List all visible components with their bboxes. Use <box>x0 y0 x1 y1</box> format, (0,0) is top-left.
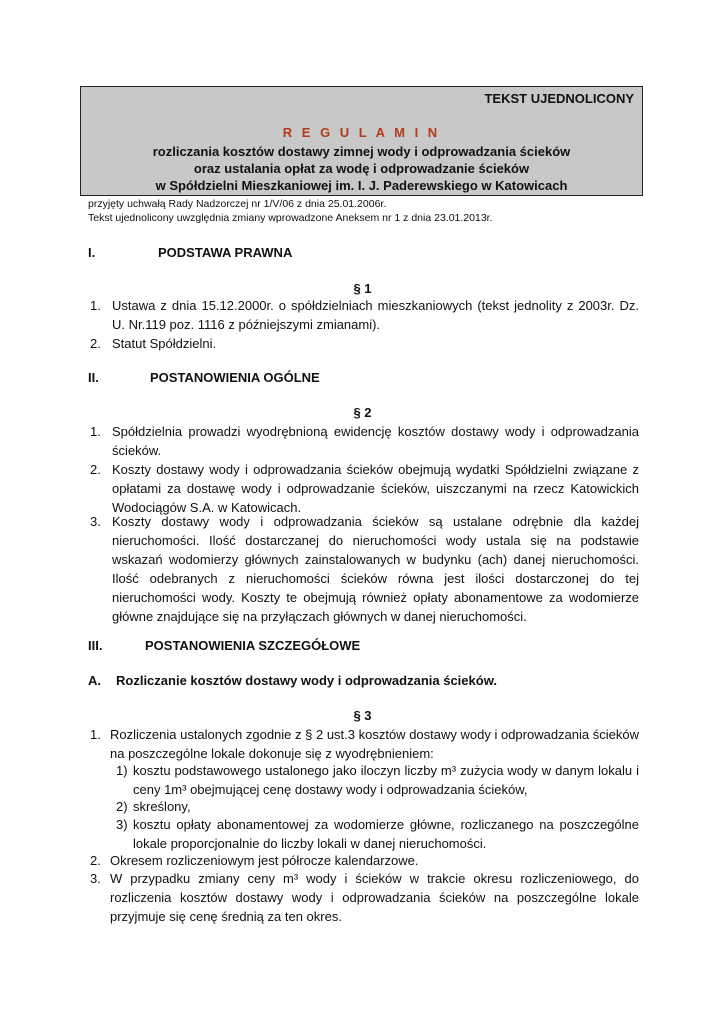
p2-item-1-text: Spółdzielnia prowadzi wyodrębnioną ewidencję kosztów dostawy wody i odprowadzania ścieków. <box>112 424 639 458</box>
p3-item-1-text: Rozliczenia ustalonych zgodnie z § 2 ust.3 kosztów dostawy wody i odprowadzania ścieków na poszczególne lokale dokonuje się z wyodrębnieniem: <box>110 727 639 761</box>
section-3-roman: III. <box>88 638 103 653</box>
consolidated-text-badge: TEKST UJEDNOLICONY <box>484 91 634 106</box>
p2-item-3-number: 3. <box>90 514 101 529</box>
p2-item-2-text: Koszty dostawy wody i odprowadzania ścieków obejmują wydatki Spółdzielni związane z opłatami za dostawę wody i odprowadzanie ścieków, uiszczanymi na rzecz Katowickich Wodociągów S.A. w Katowicach. <box>112 462 639 515</box>
paragraph-2-label: § 2 <box>353 405 372 420</box>
p3-subitem-2-number: 2) <box>116 799 128 814</box>
p3-item-3-number: 3. <box>90 871 101 886</box>
p2-item-3-text: Koszty dostawy wody i odprowadzania ścieków są ustalane odrębnie dla każdej nieruchomości. Ilość dostarczanej do nieruchomości wody ustala się na podstawie wskazań wodomierzy głównych zainstalowanych w budynku (ach) danej nieruchomości. Ilość odebranych z nieruchomości ścieków równa jest ilości dostarczonej do tej nieruchomości wody. Koszty te obejmują również opłaty abonamentowe za wodomierze główne znajdujące się na przyłączach głównych w danej nieruchomości. <box>112 514 639 624</box>
p1-item-2-number: 2. <box>90 336 101 351</box>
section-1-roman: I. <box>88 245 96 260</box>
p1-item-1-number: 1. <box>90 298 101 313</box>
header-box <box>80 86 643 196</box>
p3-item-3-text: W przypadku zmiany ceny m³ wody i ścieków w trakcie okresu rozliczeniowego, do rozliczenia kosztów dostawy wody i odprowadzania ścieków na poszczególne lokale przyjmuje się cenę średnią za ten okres. <box>110 871 639 924</box>
p3-subitem-1-number: 1) <box>116 763 128 778</box>
regulation-subtitle-line-3: w Spółdzielni Mieszkaniowej im. I. J. Paderewskiego w Katowicach <box>155 178 568 193</box>
p3-subitem-2-text: skreślony, <box>133 799 191 814</box>
adoption-note: przyjęty uchwałą Rady Nadzorczej nr 1/V/06 z dnia 25.01.2006r. <box>88 198 387 210</box>
section-2-title: POSTANOWIENIA OGÓLNE <box>150 370 320 385</box>
subsection-a-letter: A. <box>88 673 101 688</box>
p1-item-2-text: Statut Spółdzielni. <box>112 336 217 351</box>
section-2-roman: II. <box>88 370 99 385</box>
p3-item-2-number: 2. <box>90 853 101 868</box>
section-3-title: POSTANOWIENIA SZCZEGÓŁOWE <box>145 638 361 653</box>
p3-subitem-1-text: kosztu podstawowego ustalonego jako iloczyn liczby m³ zużycia wody w danym lokalu i ceny 1m³ obejmującej cenę dostawy wody i odprowadzania ścieków, <box>133 763 639 797</box>
p1-item-1-text: Ustawa z dnia 15.12.2000r. o spółdzielniach mieszkaniowych (tekst jednolity z 2003r. Dz. U. Nr.119 poz. 1116 z późniejszymi zmianami). <box>112 298 639 332</box>
p3-subitem-3-number: 3) <box>116 817 128 832</box>
subsection-a-title: Rozliczanie kosztów dostawy wody i odprowadzania ścieków. <box>116 673 497 688</box>
regulation-title: R E G U L A M I N <box>282 125 441 140</box>
section-1-title: PODSTAWA PRAWNA <box>158 245 293 260</box>
paragraph-3-label: § 3 <box>353 708 372 723</box>
p3-item-2-text: Okresem rozliczeniowym jest półrocze kalendarzowe. <box>110 853 419 868</box>
p3-item-1-number: 1. <box>90 727 101 742</box>
amendment-note: Tekst ujednolicony uwzględnia zmiany wprowadzone Aneksem nr 1 z dnia 23.01.2013r. <box>88 212 493 224</box>
p3-subitem-3-text: kosztu opłaty abonamentowej za wodomierze główne, rozliczanego na poszczególne lokale proporcjonalnie do liczby lokali w danej nieruchomości. <box>133 817 639 851</box>
paragraph-1-label: § 1 <box>353 281 372 296</box>
regulation-subtitle-line-1: rozliczania kosztów dostawy zimnej wody i odprowadzania ścieków <box>152 144 571 159</box>
regulation-subtitle-line-2: oraz ustalania opłat za wodę i odprowadzanie ścieków <box>193 161 530 176</box>
p2-item-1-number: 1. <box>90 424 101 439</box>
p2-item-2-number: 2. <box>90 462 101 477</box>
